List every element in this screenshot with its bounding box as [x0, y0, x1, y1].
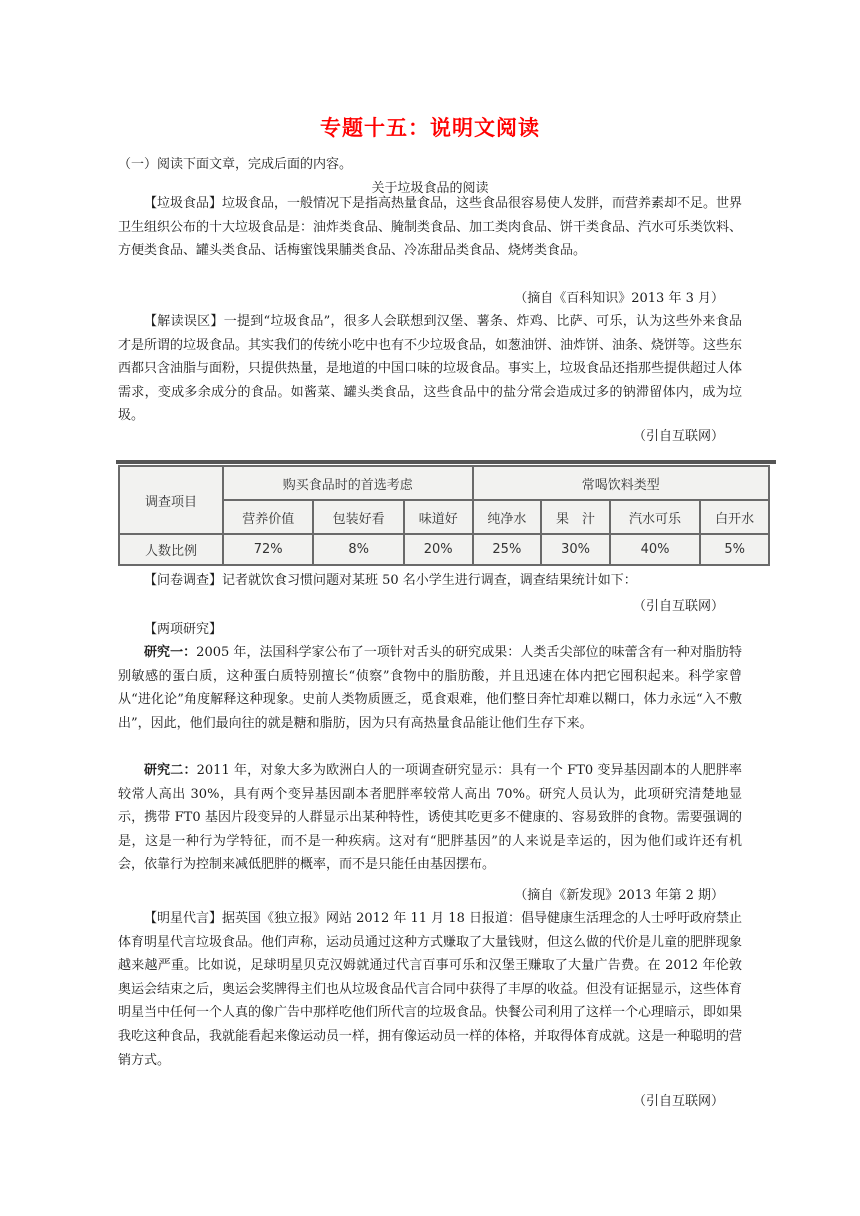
source-citation: （引自互联网）	[632, 429, 724, 444]
source-citation: （引自互联网）	[632, 1094, 724, 1109]
table-cell: 8%	[313, 534, 403, 565]
table-cell: 40%	[610, 534, 700, 565]
page-title: 专题十五：说明文阅读	[320, 116, 540, 140]
research-two-label: 研究二：	[144, 763, 197, 778]
table-cell: 30%	[541, 534, 610, 565]
table-cell: 20%	[404, 534, 473, 565]
table-cell: 纯净水	[473, 500, 542, 534]
research-one-label: 研究一：	[144, 645, 197, 660]
survey-table	[118, 465, 770, 566]
survey-table-image	[118, 465, 770, 566]
paragraph-research-one	[118, 641, 742, 735]
paragraph-junk-food: 【垃圾食品】垃圾食品，一般情况下是指高热量食品，这些食品很容易使人发胖，而营养素却不足。世界卫生组织公布的十大垃圾食品是：油炸类食品、腌制类食品、加工类肉食品、饼干类食品、汽水可乐类饮料、方便类食品、罐头类食品、话梅蜜饯果脯类食品、冷冻甜品类食品、烧烤类食品。	[118, 196, 743, 259]
table-cell: 营养价值	[223, 500, 313, 534]
research-one-text: 2005 年，法国科学家公布了一项针对舌头的研究成果：人类舌尖部位的味蕾含有一种对脂肪特别敏感的蛋白质，这种蛋白质特别擅长“侦察”食物中的脂肪酸，并且迅速在体内把它囤积起来。科学家曾从“进化论”角度解释这种现象。史前人类物质匮乏，觅食艰难，他们整日奔忙却难以糊口，体力永远“入不敷出”，因此，他们最向往的就是糖和脂肪，因为只有高热量食品能让他们生存下来。	[118, 645, 742, 731]
table-group-header: 常喝饮料类型	[473, 466, 769, 500]
table-cell: 味道好	[404, 500, 473, 534]
table-cell: 汽水可乐	[610, 500, 700, 534]
table-cell: 5%	[700, 534, 769, 565]
source-citation: （摘自《新发现》2013 年第 2 期）	[514, 888, 724, 903]
table-cell: 72%	[223, 534, 313, 565]
table-row-header: 调查项目	[119, 466, 223, 534]
table-group-header: 购买食品时的首选考虑	[223, 466, 473, 500]
table-border	[116, 460, 776, 464]
table-cell: 白开水	[700, 500, 769, 534]
research-two-text: 2011 年，对象大多为欧洲白人的一项调查研究显示：具有一个 FT0 变异基因副本的人肥胖率较常人高出 30%，具有两个变异基因副本者肥胖率较常人高出 70%。研究人员认为，此项研究清楚地显示，携带 FT0 基因片段变异的人群显示出某种特性，诱使其吃更多不健康的、容易致胖的食物。需要强调的是，这是一种行为学特征，而不是一种疾病。这对有“肥胖基因”的人来说是幸运的，因为他们或许还有机会，依靠行为控制来减低肥胖的概率，而不是只能任由基因摆布。	[118, 763, 742, 873]
section-intro: （一）阅读下面文章，完成后面的内容。	[118, 157, 353, 172]
section-heading-research: 【两项研究】	[144, 622, 223, 637]
table-cell: 包装好看	[313, 500, 403, 534]
paragraph-celebrity-endorsement: 【明星代言】据英国《独立报》网站 2012 年 11 月 18 日报道：倡导健康生活理念的人士呼吁政府禁止体育明星代言垃圾食品。他们声称，运动员通过这种方式赚取了大量钱财，但这么做的代价是儿童的肥胖现象越来越严重。比如说，足球明星贝克汉姆就通过代言百事可乐和汉堡王赚取了大量广告费。在 2012 年伦敦奥运会结束之后，奥运会奖牌得主们也从垃圾食品代言合同中获得了丰厚的收益。但没有证据显示，这些体育明星当中任何一个人真的像广告中那样吃他们所代言的垃圾食品。快餐公司利用了这样一个心理暗示，即如果我吃这种食品，我就能看起来像运动员一样，拥有像运动员一样的体格，并取得体育成就。这是一种聪明的营销方式。	[118, 911, 743, 1068]
table-cell: 25%	[473, 534, 542, 565]
paragraph-survey: 【问卷调查】记者就饮食习惯问题对某班 50 名小学生进行调查，调查结果统计如下：	[144, 573, 637, 588]
source-citation: （引自互联网）	[632, 599, 724, 614]
source-citation: （摘自《百科知识》2013 年 3 月）	[514, 291, 724, 306]
paragraph-misconceptions: 【解读误区】一提到“垃圾食品”，很多人会联想到汉堡、薯条、炸鸡、比萨、可乐，认为这些外来食品才是所谓的垃圾食品。其实我们的传统小吃中也有不少垃圾食品，如葱油饼、油炸饼、油条、烧饼等。这些东西都只含油脂与面粉，只提供热量，是地道的中国口味的垃圾食品。事实上，垃圾食品还指那些提供超过人体需求，变成多余成分的食品。如酱菜、罐头类食品，这些食品中的盐分常会造成过多的钠滞留体内，成为垃圾。	[118, 314, 743, 424]
table-row-header: 人数比例	[119, 534, 223, 565]
paragraph-research-two	[118, 759, 742, 877]
table-cell: 果 汁	[541, 500, 610, 534]
article-title: 关于垃圾食品的阅读	[371, 181, 489, 196]
